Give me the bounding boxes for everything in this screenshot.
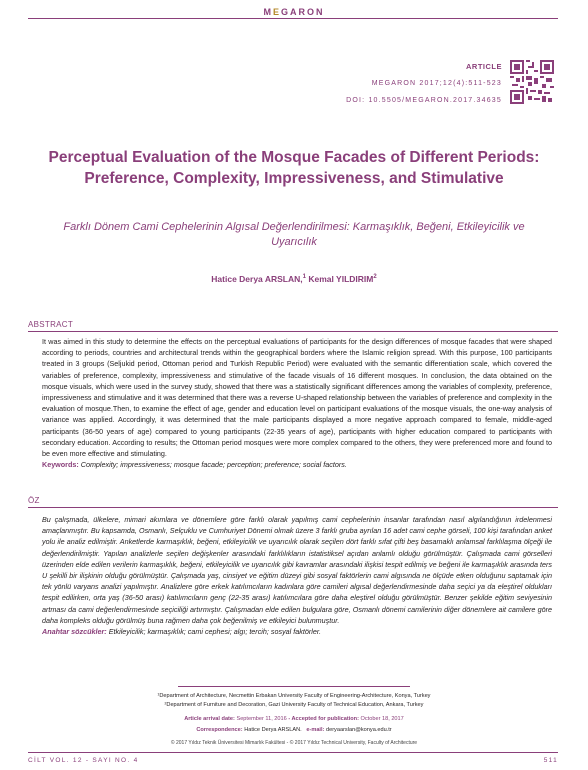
- doi-link[interactable]: DOI: 10.5505/MEGARON.2017.34635: [346, 97, 502, 104]
- article-subtitle-turkish: Farklı Dönem Cami Cephelerinin Algısal Değerlendirilmesi: Karmaşıklık, Beğeni, Etkileyicilik ve Uyarıcılık: [63, 221, 525, 249]
- article-type-label: ARTICLE: [466, 62, 502, 71]
- affiliation-2: ²Department of Furniture and Decoration, Gazi University Faculty of Technical Education, Ankara, Turkey: [164, 701, 424, 708]
- header-rule: [28, 18, 558, 19]
- journal-logo: MEGARON: [263, 7, 325, 17]
- copyright-notice: © 2017 Yıldız Teknik Üniversitesi Mimarlık Fakültesi - © 2017 Yıldız Technical University, Faculty of Architecture: [170, 740, 418, 746]
- keywords-label: Keywords:: [42, 460, 79, 470]
- oz-heading: ÖZ: [28, 496, 40, 505]
- footer-rule: [28, 752, 558, 753]
- anahtar-sozcukler-label: Anahtar sözcükler:: [42, 627, 107, 637]
- keywords: Complexity; impressiveness; mosque facade; perception; preference; social factors.: [80, 460, 347, 470]
- author-name: Hatice Derya ARSLAN,: [211, 274, 303, 284]
- abstract-body: It was aimed in this study to determine the effects on the perceptual evaluations of participants for the design differences of mosque facades that were shaped according to periods, countries and architectural trends within the geographical borders where the Islamic religion spread. With this purpose, 100 participants treated in 3 groups (Seljukid period, Ottoman period and Turkish Republic Period) were evaluated with the semantic differentiation scale, which covered the variables of preference, complexity, impressiveness and stimulative of the facade visuals of 16 different mosques. In conclusion, the data obtained on the mosque visuals, which were used in the survey study, showed that there was a statistically significant differences among the variables of complexity, preference, impressiveness and stimulative and it was determined that there was a reverse U-shaped relationship between the variables of preference and complexity in the evaluation of mosque.Then, to examine the effect of age, gender and education level on participant evaluations of the mosque visuals, the one-way analysis of variance was applied. Accordingly, it was determined that the male participants displayed a more negative approach compared to female, middle-aged participants (36-50 years of age) compared to young participants (22-35 years of age), participants with higher education compared to participants with secondary education. According to results; the Ottoman period mosques were more complex compared to the others, they were preferenced more and found to be even more effective and stimulating. Keywords: Complexity; impressiveness; mosque facade; perception; preference; social factors.: [42, 337, 552, 470]
- abstract-rule: [28, 331, 558, 332]
- anahtar-sozcukler: Etkileyicilik; karmaşıklık; cami cephesi; algı; tercih; sosyal faktörler.: [108, 627, 321, 637]
- affiliation-1: ¹Department of Architecture, Necmettin Erbakan University Faculty of Engineering-Architecture, Konya, Turkey: [157, 693, 431, 699]
- abstract-heading: ABSTRACT: [28, 320, 74, 329]
- citation: MEGARON 2017;12(4):511-523: [371, 80, 502, 87]
- email-link[interactable]: deryaarslan@konya.edu.tr: [325, 727, 392, 733]
- article-title: Perceptual Evaluation of the Mosque Facades of Different Periods: Preference, Complexity, Impressiveness, and Stimulative: [48, 149, 540, 187]
- author-list: Hatice Derya ARSLAN,$^1$ Kemal YILDIRIM$^2$: [211, 274, 377, 284]
- article-dates: Article arrival date: September 11, 2016 - Accepted for publication: October 18, 2017: [184, 716, 404, 722]
- correspondence: Correspondence: Hatice Derya ARSLAN. e-mail: deryaarslan@konya.edu.tr: [196, 727, 392, 733]
- affiliations: [0, 692, 588, 709]
- author-name: Kemal YILDIRIM: [308, 274, 374, 284]
- volume-issue: CİLT VOL. 12 - SAYI NO. 4: [28, 757, 139, 764]
- qr-code-icon[interactable]: [510, 60, 554, 104]
- affiliation-rule: [178, 686, 410, 687]
- oz-body: Bu çalışmada, ülkelere, mimari akımlara ve dönemlere göre farklı olarak yapılmış cami cephelerinin insanlar tarafından nasıl algılandığının irdelenmesi amaçlanmıştır. Bu kapsamda, Osmanlı, Selçuklu ve Cumhuriyet Dönemi olmak üzere 3 farklı gruba ayrılan 16 adet cami cephe görseli, 100 kişi tarafından anket yolu ile analiz edilmiştir. Anketlerde karmaşıklık, beğeni, etkileyicilik ve uyarıcılık olarak seçilen dört farklı sıfat çifti beş basamaklı anlamsal farklılaşma ölçeği ile değerlendirilmiştir. Yapılan analizlerle seçilen değişkenler arasındaki farklılıkların istatistiksel açıdan anlamlı olduğu görülmüştür. Çalışmada cami görselleri üzerinden elde edilen verilerin karmaşıklık, beğeni, etkileyicilik ve uyarıcılık gibi kavramlar arasındaki ilişkisi tespit edilmiş ve beğeni ile karmaşıklık arasında ters U şekilli bir ilişkinin olduğu görülmüştür. Çalışmada yaş, cinsiyet ve eğitim düzeyi gibi sosyal faktörlerin cami algısında ne ölçüde etken olduğunu saptamak için tek yönlü varyans analizi yapılmıştır. Analizlere göre erkek katılımcıların kadınlara göre camileri algısal değerlendirmesinde daha seçici ya da eleştirel oldukları tespit edilirken, orta yaş (36-50 arası) katılımcıların genç (22-35 arası) katılımcılara göre daha eleştirel olduğu görülmüştür. Benzer şekilde eğitim seviyesinin artması da cami değerlendirmesinde seçiciliği artırmıştır. Çalışmadan elde edilen bulgulara göre, Osmanlı dönemi camilerinin diğer dönemlere ait camilere göre daha kompleks olduğu görülmüş buna rağmen daha çok beğenilmiş ve etkileyici bulunmuştur. Anahtar sözcükler: Etkileyicilik; karmaşıklık; cami cephesi; algı; tercih; sosyal faktörler.: [42, 515, 552, 637]
- oz-rule: [28, 507, 558, 508]
- page-number: 511: [543, 757, 558, 764]
